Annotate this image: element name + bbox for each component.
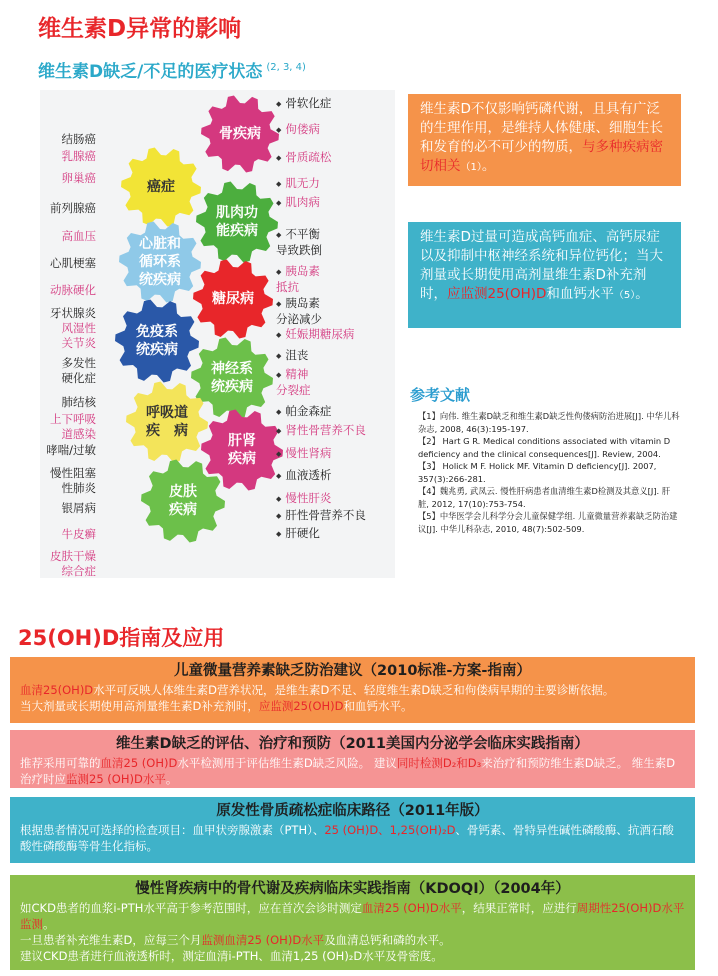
guideline-card-endocrine	[10, 730, 695, 788]
right-condition-label: ◆ 骨软化症	[276, 96, 331, 112]
gear-label: 肝肾 疾病	[228, 433, 256, 467]
right-condition-label: ◆ 胰岛素 抵抗	[276, 264, 320, 295]
guideline-title: 维生素D缺乏的评估、治疗和预防（2011美国内分泌学会临床实践指南）	[116, 736, 589, 752]
gear-label: 免疫系 统疾病	[136, 324, 178, 358]
highlight-text: 血清25 (OH)D	[100, 756, 178, 770]
box2-ref: （5）	[613, 290, 636, 301]
left-condition-label: 风湿性 关节炎	[61, 321, 96, 350]
gear-label: 皮肤 疾病	[169, 484, 197, 518]
right-condition-label: ◆ 肝硬化	[276, 526, 320, 542]
gear-10	[140, 458, 226, 544]
guideline-line	[20, 682, 685, 698]
box1-text: 维生素D不仅影响钙磷代谢，且具有广泛的生理作用，是维持人体健康、细胞生长和发育的必不可少的物质，	[420, 101, 663, 155]
gear-1	[200, 94, 280, 174]
left-condition-label: 乳腺癌	[61, 149, 96, 163]
guideline-title: 慢性肾疾病中的骨代谢及疾病临床实践指南（KDOQI）（2004年）	[135, 881, 570, 897]
guideline-card-children	[10, 657, 695, 723]
guideline-line	[20, 932, 685, 948]
right-condition-label: ◆ 肾性骨营养不良	[276, 423, 366, 439]
highlight-text: 应监测25(OH)D	[258, 699, 344, 713]
references-title: 参考文献	[410, 386, 471, 404]
gear-label: 呼吸道 疾 病	[146, 405, 188, 439]
right-condition-label: ◆ 不平衡 导致跌倒	[276, 227, 322, 258]
reference-item: 【3】 Holick M F. Holick MF. Vitamin D deficiency[J]. 2007, 357(3):266-281.	[418, 461, 657, 484]
gear-label: 癌症	[147, 179, 175, 195]
guideline-text: 水平检测用于评估维生素D缺乏风险。 建议	[177, 756, 397, 770]
left-condition-label: 心肌梗塞	[50, 256, 96, 270]
guideline-card-kdoqi	[10, 875, 695, 970]
gear-3	[195, 180, 279, 264]
box2-text: 维生素D过量可造成高钙血症、高钙尿症以及抑制中枢神经系统和异位钙化；当大剂量或长期使用高剂量维生素D补充剂时，	[420, 229, 663, 302]
left-condition-label: 牛皮癣	[61, 527, 96, 541]
reference-item: 【2】 Hart G R. Medical conditions associated with vitamin D deficiency and the clinical consequences[J]. Review, 2004.	[418, 436, 671, 459]
guideline-text: 当大剂量或长期使用高剂量维生素D补充剂时，	[20, 699, 259, 713]
left-condition-label: 哮喘/过敏	[46, 443, 96, 457]
gear-diagram	[40, 90, 395, 578]
left-condition-label: 多发性 硬化症	[61, 356, 96, 385]
guideline-line	[20, 900, 685, 932]
gear-label: 骨疾病	[219, 126, 261, 142]
left-condition-label: 结肠癌	[61, 132, 96, 146]
right-condition-label: ◆ 慢性肾病	[276, 446, 331, 462]
box2-highlight: 应监测25(OH)D	[447, 286, 547, 302]
box1-end: 。	[481, 158, 496, 174]
box2-text2: 和血钙水平	[546, 286, 614, 302]
guideline-text: 推荐采用可靠的	[20, 756, 101, 770]
guideline-text: 来治疗和预防维生素D缺乏。 维生素D治疗时应	[20, 756, 676, 786]
left-condition-label: 肺结核	[61, 395, 96, 409]
left-condition-label: 卵巢癌	[61, 171, 96, 185]
highlight-text: 同时检测D₂和D₃	[396, 756, 482, 770]
right-condition-label: ◆ 佝偻病	[276, 122, 320, 138]
left-condition-label: 动脉硬化	[50, 283, 96, 297]
gear-5	[192, 258, 274, 340]
left-condition-label: 银屑病	[61, 501, 96, 515]
left-condition-label: 前列腺癌	[50, 201, 96, 215]
highlight-text: 周期性25(OH)D水平监测	[20, 901, 685, 931]
right-condition-label: ◆ 肝性骨营养不良	[276, 508, 366, 524]
box2-end: 。	[635, 286, 649, 302]
highlight-text: 监测25 (OH)D水平	[66, 772, 166, 786]
right-condition-label: ◆ 妊娠期糖尿病	[276, 327, 354, 343]
right-condition-label: ◆ 帕金森症	[276, 404, 331, 420]
guideline-text: 和血钙水平。	[343, 699, 413, 713]
gear-label: 心脏和 循环系 统疾病	[139, 236, 181, 288]
reference-item: 【1】向伟. 维生素D缺乏和维生素D缺乏性佝偻病防治进展[J]. 中华儿科杂志, 2008, 46(3):195-197.	[418, 411, 680, 434]
page-title: 维生素D异常的影响	[38, 16, 242, 42]
right-condition-label: ◆ 肌肉病	[276, 195, 320, 211]
guideline-text: 水平可反映人体维生素D营养状况，是维生素D不足、轻度维生素D缺乏和佝偻病早期的主要诊断依据。	[93, 683, 615, 697]
guidelines-section-title: 25(OH)D指南及应用	[18, 626, 225, 650]
highlight-text: 25 (OH)D、1,25(OH)₂D	[324, 823, 456, 837]
subtitle-refs: (2, 3, 4)	[266, 62, 306, 74]
guideline-card-osteoporosis	[10, 797, 695, 863]
guideline-text: 如CKD患者的血浆i-PTH水平高于参考范围时，应在首次会诊时测定	[20, 901, 362, 915]
box1-ref: （1）	[460, 162, 482, 173]
section-subtitle	[38, 57, 306, 82]
guideline-text: 一旦患者补充维生素D，应每三个月	[20, 933, 202, 947]
highlight-text: 监测血清25 (OH)D水平	[201, 933, 325, 947]
right-condition-label: ◆ 血液透析	[276, 468, 331, 484]
gear-label: 肌肉功 能疾病	[216, 205, 258, 239]
guideline-text: 及血清总钙和磷的水平。	[324, 933, 451, 947]
guideline-text: 。	[165, 772, 178, 786]
left-condition-label: 慢性阻塞 性肺炎	[50, 466, 96, 495]
left-condition-label: 皮肤干燥 综合症	[50, 549, 96, 578]
highlight-text: 血清25 (OH)D水平	[361, 901, 462, 915]
highlight-text: 血清25(OH)D	[20, 683, 94, 697]
guideline-text: 、骨钙素、骨特异性碱性磷酸酶、抗酒石酸酸性磷酸酶等骨生化指标。	[20, 823, 674, 853]
guideline-line	[20, 822, 685, 854]
left-condition-label: 牙状腺炎	[50, 306, 96, 320]
guideline-title: 儿童微量营养素缺乏防治建议（2010标准-方案-指南）	[174, 663, 531, 679]
right-condition-label: ◆ 沮丧	[276, 348, 308, 364]
box1-highlight: 与多种疾病密切相关	[420, 139, 663, 174]
right-condition-label: ◆ 骨质疏松	[276, 150, 331, 166]
right-condition-label: ◆ 胰岛素 分泌减少	[276, 296, 322, 327]
guideline-line	[20, 698, 685, 714]
right-condition-label: ◆ 慢性肝炎	[276, 491, 331, 507]
reference-item: 【5】中华医学会儿科学分会儿童保健学组. 儿童微量营养素缺乏防治建议[J]. 中华儿科杂志, 2010, 48(7):502-509.	[418, 511, 678, 534]
guideline-title: 原发性骨质疏松症临床路径（2011年版）	[216, 803, 489, 819]
subtitle-text: 维生素D缺乏/不足的医疗状态	[38, 62, 263, 82]
gear-6	[114, 298, 200, 384]
gear-8	[125, 380, 209, 464]
guideline-text: ，结果正常时，应进行	[461, 901, 577, 915]
reference-item: 【4】魏兆勇, 武凤云. 慢性肝病患者血清维生素D检测及其意义[J]. 肝脏, 2012, 17(10):753-754.	[418, 486, 671, 509]
guideline-text: 根据患者情况可选择的检查项目：血甲状旁腺激素（PTH）、	[20, 823, 325, 837]
guideline-text: 。	[43, 917, 55, 931]
vitamin-d-role-box	[408, 94, 681, 186]
gear-4	[118, 220, 202, 304]
gear-label: 神经系 统疾病	[211, 361, 253, 395]
references-list	[418, 410, 680, 535]
gear-2	[120, 146, 202, 228]
gear-label: 糖尿病	[212, 291, 254, 307]
vitamin-d-excess-box	[408, 222, 681, 328]
left-condition-label: 上下呼吸 道感染	[50, 412, 96, 441]
guideline-line: 建议CKD患者进行血液透析时，测定血清i-PTH、血清1,25 (OH)₂D水平及骨密度。	[20, 949, 443, 963]
right-condition-label: ◆ 肌无力	[276, 176, 320, 192]
left-condition-label: 高血压	[61, 229, 96, 243]
guideline-line	[20, 755, 685, 787]
right-condition-label: ◆ 精神 分裂症	[276, 367, 311, 398]
